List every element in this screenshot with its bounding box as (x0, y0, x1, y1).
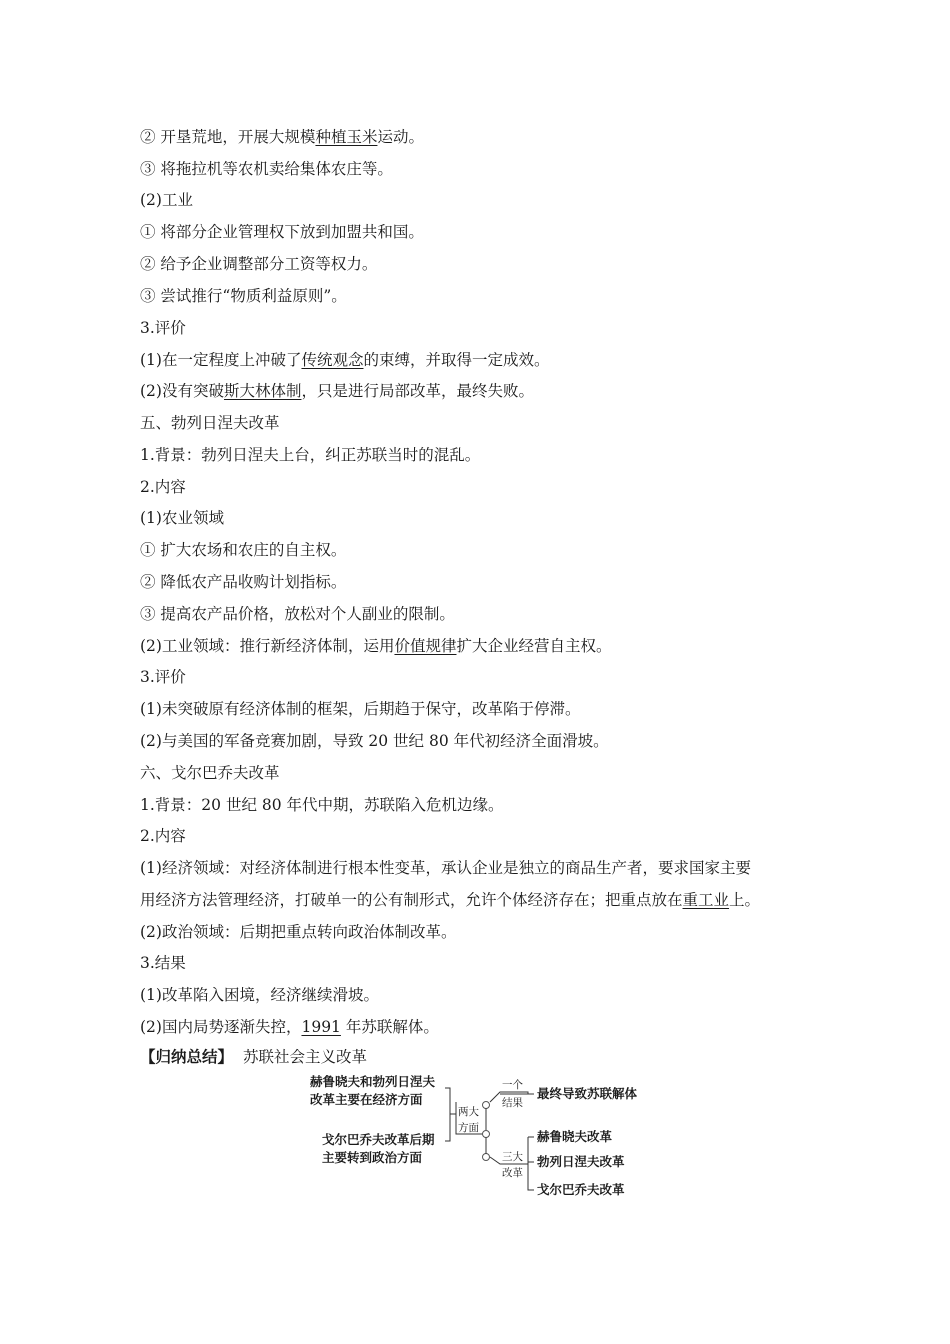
text-line: ③ 将拖拉机等农机卖给集体农庄等。 (140, 160, 393, 178)
text-segment: 扩大企业经营自主权。 (456, 637, 612, 655)
text-segment: 年苏联解体。 (340, 1018, 439, 1036)
text-line: (2)与美国的军备竞赛加剧，导致 20 世纪 80 年代初经济全面滑坡。 (140, 732, 609, 750)
summary-tag: 【归纳总结】 (140, 1047, 234, 1066)
upper-label-2: 结果 (502, 1097, 523, 1109)
node-circle (483, 1102, 490, 1109)
text-line: ③ 提高农产品价格，放松对个人副业的限制。 (140, 605, 455, 623)
center-label-2: 方面 (458, 1122, 479, 1134)
section-heading: 五、勃列日涅夫改革 (140, 414, 280, 432)
left-top-line-2: 改革主要在经济方面 (310, 1092, 423, 1107)
center-label-1: 两大 (458, 1106, 479, 1118)
text-line: (1)改革陷入困境，经济继续滑坡。 (140, 986, 379, 1004)
lower-label-2: 改革 (502, 1167, 523, 1179)
text-line (140, 1017, 439, 1037)
left-bottom-line-2: 主要转到政治方面 (322, 1150, 423, 1165)
text-line: 1.背景：20 世纪 80 年代中期，苏联陷入危机边缘。 (140, 796, 504, 814)
text-segment: 的束缚，并取得一定成效。 (363, 351, 550, 369)
section-heading: 六、戈尔巴乔夫改革 (140, 764, 280, 782)
left-bottom-line-1: 戈尔巴乔夫改革后期 (322, 1132, 435, 1147)
text-segment: (2)工业领域：推行新经济体制，运用 (140, 637, 395, 655)
text-line: ① 扩大农场和农庄的自主权。 (140, 541, 347, 559)
upper-label-1: 一个 (502, 1079, 523, 1091)
text-segment: 用经济方法管理经济，打破单一的公有制形式，允许个体经济存在；把重点放在 (140, 891, 683, 909)
text-segment: ② 开垦荒地，开展大规模 (140, 128, 316, 146)
underlined-term: 斯大林体制 (223, 382, 302, 400)
underlined-term: 价值规律 (394, 637, 457, 655)
text-line: ② 给予企业调整部分工资等权力。 (140, 255, 378, 273)
lower-label-1: 三大 (502, 1151, 523, 1163)
text-line (140, 381, 534, 401)
text-line: ① 将部分企业管理权下放到加盟共和国。 (140, 223, 424, 241)
text-line (140, 127, 424, 147)
text-segment: ，只是进行局部改革，最终失败。 (301, 382, 534, 400)
node-circle (483, 1154, 490, 1161)
underlined-term: 1991 (301, 1018, 341, 1036)
summary-diagram (300, 1072, 660, 1207)
underlined-term: 种植玉米 (315, 128, 378, 146)
section-heading: 2.内容 (140, 478, 186, 496)
text-line: 1.背景：勃列日涅夫上台，纠正苏联当时的混乱。 (140, 446, 481, 464)
text-line (140, 636, 612, 656)
text-segment: (2)国内局势逐渐失控， (140, 1018, 302, 1036)
result-item: 最终导致苏联解体 (537, 1086, 638, 1101)
text-line (140, 890, 760, 910)
section-heading: 3.评价 (140, 319, 186, 337)
left-top-line-1: 赫鲁晓夫和勃列日涅夫 (310, 1074, 436, 1089)
summary-heading (140, 1047, 367, 1067)
text-line (140, 350, 550, 370)
underlined-term: 重工业 (682, 891, 730, 909)
text-segment: 上。 (729, 891, 761, 909)
text-line: (1)农业领域 (140, 509, 224, 527)
reform-item-1: 赫鲁晓夫改革 (537, 1129, 613, 1144)
summary-title: 苏联社会主义改革 (243, 1048, 368, 1066)
underlined-term: 传统观念 (301, 351, 364, 369)
text-line: (1)经济领域：对经济体制进行根本性变革，承认企业是独立的商品生产者，要求国家主要 (140, 859, 751, 877)
text-line: ③ 尝试推行“物质利益原则”。 (140, 287, 347, 305)
reform-item-2: 勃列日涅夫改革 (537, 1154, 625, 1169)
text-line: (2)政治领域：后期把重点转向政治体制改革。 (140, 923, 457, 941)
left-bracket (445, 1088, 450, 1141)
section-heading: 2.内容 (140, 827, 186, 845)
text-line: (2)工业 (140, 191, 193, 209)
text-segment: 运动。 (377, 128, 424, 146)
text-line: (1)未突破原有经济体制的框架，后期趋于保守，改革陷于停滞。 (140, 700, 581, 718)
text-segment: (2)没有突破 (140, 382, 224, 400)
reform-item-3: 戈尔巴乔夫改革 (537, 1182, 625, 1197)
text-segment: (1)在一定程度上冲破了 (140, 351, 302, 369)
section-heading: 3.结果 (140, 954, 186, 972)
section-heading: 3.评价 (140, 668, 186, 686)
reform-bracket (528, 1137, 534, 1190)
text-line: ② 降低农产品收购计划指标。 (140, 573, 347, 591)
node-circle (483, 1131, 490, 1138)
